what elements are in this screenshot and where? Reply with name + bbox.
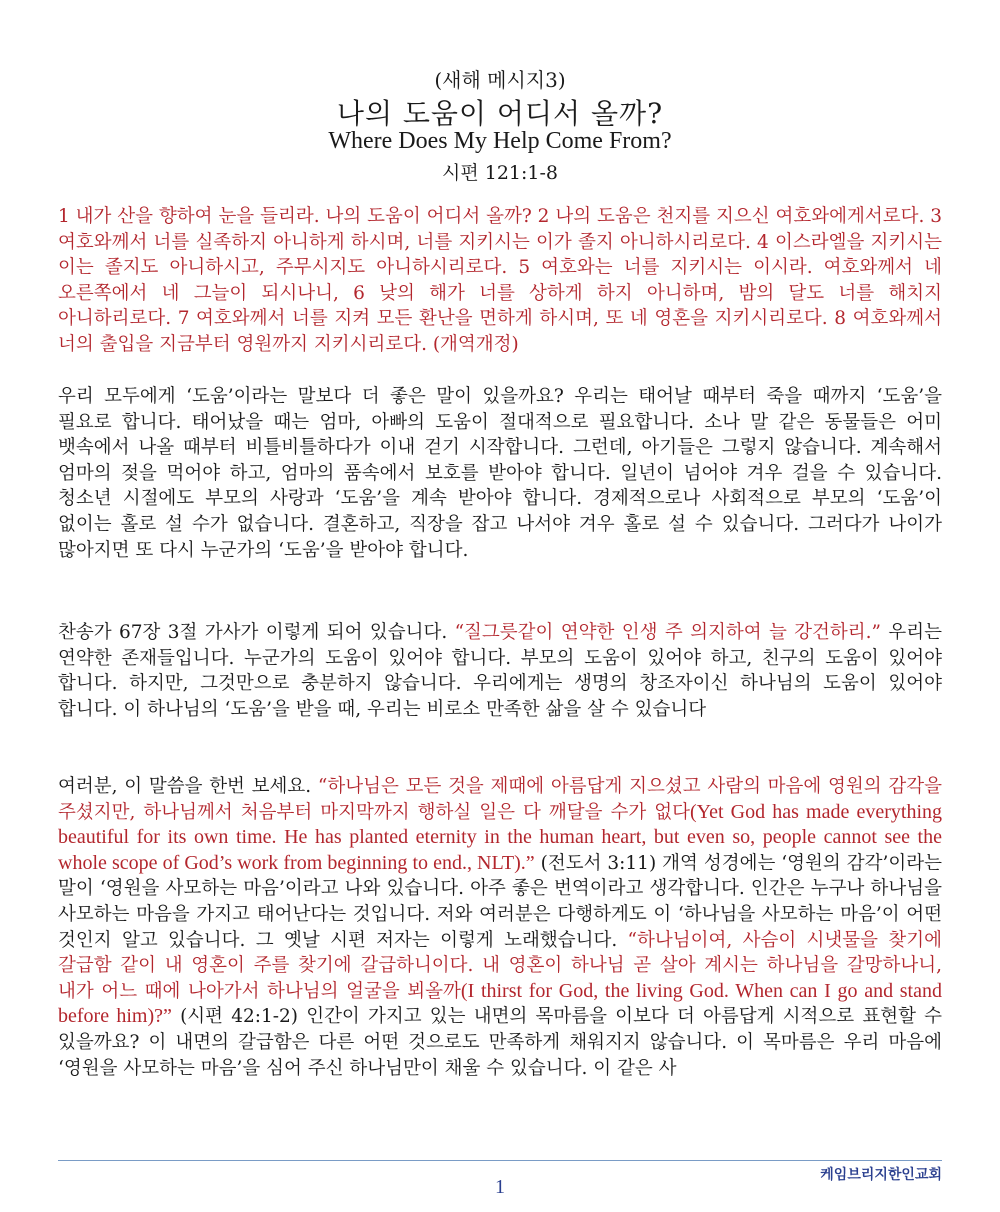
- psalm-quote-ko: “하나님이여, 사슴이 시냇물을 찾기에 갈급함 같이 내 영혼이 주를 찾기에 갈급하니이다. 내 영혼이 하나님 곧 살아 계시는 하나님을 갈망하나니, 내가 어느 때에 나아가서 하나님의 얼굴을 뵈올까: [58, 929, 942, 1002]
- footer-divider: [58, 1160, 942, 1161]
- ecclesiastes-quote-ko: “하나님은 모든 것을 제때에 아름답게 지으셨고 사람의 마음에 영원의 감각을 주셨지만, 하나님께서 처음부터 마지막까지 행하실 일은 다 깨달을 수가 없다: [58, 776, 942, 823]
- ecclesiastes-quote-en: (Yet God has made everything beautiful for its own time. He has planted eternity in the human heart, but even so, people cannot see the whole scope of God’s work from beginning to end., NLT).”: [58, 800, 943, 874]
- title-korean: 나의 도움이 어디서 올까?: [336, 97, 664, 130]
- paragraph-hymn: [58, 620, 942, 722]
- church-name: 케임브리지한인교회: [820, 1167, 942, 1183]
- paragraph-help: 우리 모두에게 ‘도움’이라는 말보다 더 좋은 말이 있을까요? 우리는 태어날 때부터 죽을 때까지 ‘도움’을 필요로 합니다. 태어났을 때는 엄마, 아빠의 도움이 절대적으로 필요합니다. 소나 말 같은 동물들은 어미 뱃속에서 나올 때부터 비틀비틀하다가 이내 걷기 시작합니다. 그런데, 아기들은 그렇지 않습니다. 계속해서 엄마의 젖을 먹어야 하고, 엄마의 품속에서 보호를 받아야 합니다. 일년이 넘어야 겨우 걸을 수 있습니다. 청소년 시절에도 부모의 사랑과 ‘도움’을 계속 받아야 합니다. 경제적으로나 사회적으로 부모의 ‘도움’이 없이는 홀로 설 수가 없습니다. 결혼하고, 직장을 잡고 나서야 겨우 홀로 설 수 있습니다. 그러다가 나이가 많아지면 또 다시 누군가의 ‘도움’을 받아야 합니다.: [58, 386, 942, 561]
- page-number: 1: [495, 1176, 505, 1198]
- scripture-passage: 1 내가 산을 향하여 눈을 들리라. 나의 도움이 어디서 올까? 2 나의 도움은 천지를 지으신 여호와에게서로다. 3 여호와께서 너를 실족하지 아니하게 하시며, 너를 지키시는 이가 졸지 아니하시리로다. 4 이스라엘을 지키시는 이는 졸지도 아니하시고, 주무시지도 아니하시리로다. 5 여호와는 너를 지키시는 이시라. 여호와께서 네 오른쪽에서 네 그늘이 되시나니, 6 낮의 해가 너를 상하게 하지 아니하며, 밤의 달도 너를 해치지 아니하리로다. 7 여호와께서 너를 지켜 모든 환난을 면하게 하시며, 또 네 영혼을 지키시리로다. 8 여호와께서 너의 출입을 지금부터 영원까지 지키시리로다. (개역개정): [58, 206, 942, 355]
- paragraph-eternity: [58, 774, 942, 1081]
- eternity-rest: 인간이 가지고 있는 내면의 목마름을 이보다 더 아름답게 시적으로 표현할 수 있을까요? 이 내면의 갈급함은 다른 어떤 것으로도 만족하게 채워지지 않습니다. 이 목마름은 우리 마음에 ‘영원을 사모하는 마음’을 심어 주신 하나님만이 채울 수 있습니다. 이 같은 사: [58, 1006, 942, 1079]
- ecclesiastes-ref: (전도서 3:11): [534, 852, 657, 874]
- psalm-quote-en: (I thirst for God, the living God. When can I go and stand before him)?”: [58, 979, 942, 1028]
- hymn-quote: “질그릇같이 연약한 인생 주 의지하여 늘 강건하리.”: [454, 622, 881, 643]
- title-english: Where Does My Help Come From?: [328, 128, 672, 154]
- hymn-intro: 찬송가 67장 3절 가사가 이렇게 되어 있습니다.: [58, 622, 455, 643]
- psalm-ref: (시편 42:1-2): [171, 1006, 299, 1028]
- eternity-middle: 개역 성경에는 ‘영원의 감각’이라는 말이 ‘영원을 사모하는 마음’이라고 나와 있습니다. 아주 좋은 번역이라고 생각합니다. 인간은 누구나 하나님을 사모하는 마음을 가지고 태어난다는 것입니다. 저와 여러분은 다행하게도 이 ‘하나님을 사모하는 마음’이 어떤 것인지 알고 있습니다. 그 옛날 시편 저자는 이렇게 노래했습니다.: [58, 852, 943, 951]
- eternity-intro: 여러분, 이 말씀을 한번 보세요.: [58, 776, 318, 797]
- series-label: (새해 메시지3): [434, 68, 566, 92]
- scripture-reference: 시편 121:1-8: [441, 162, 558, 184]
- hymn-rest: 우리는 연약한 존재들입니다. 누군가의 도움이 있어야 합니다. 부모의 도움이 있어야 하고, 친구의 도움이 있어야 합니다. 하지만, 그것만으로 충분하지 않습니다. 우리에게는 생명의 창조자이신 하나님의 도움이 있어야 합니다. 이 하나님의 ‘도움’을 받을 때, 우리는 비로소 만족한 삶을 살 수 있습니다: [58, 622, 942, 720]
